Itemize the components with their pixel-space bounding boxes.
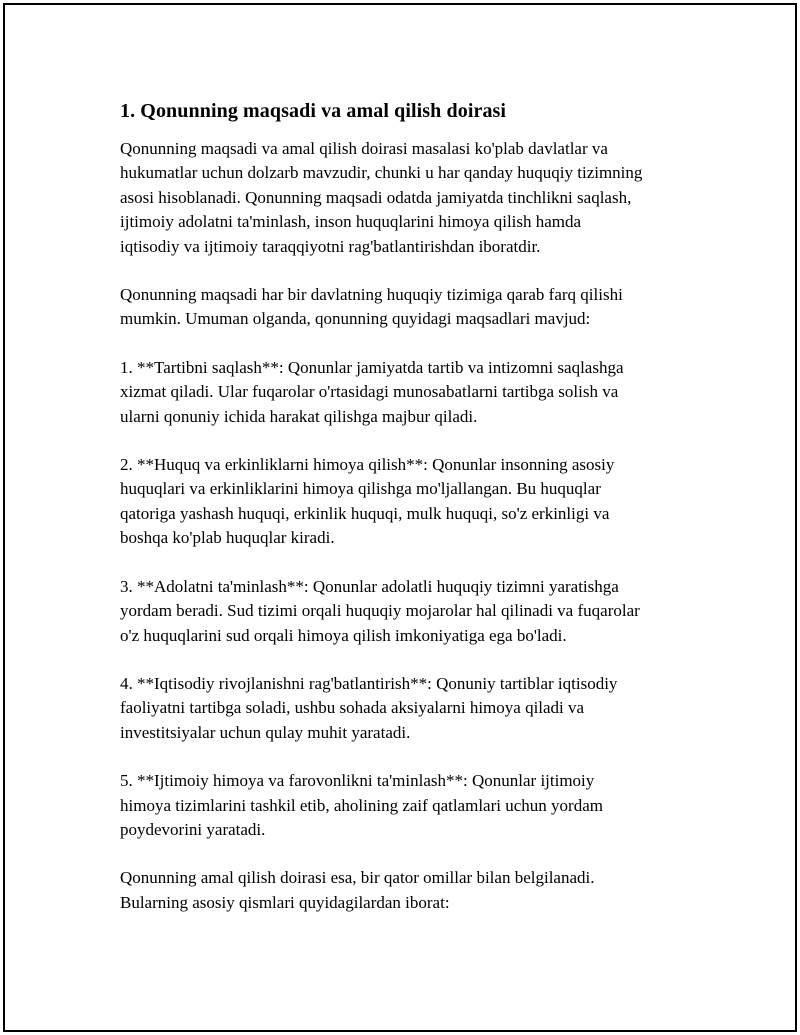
- paragraph-purposes-intro: Qonunning maqsadi har bir davlatning huquqiy tizimiga qarab farq qilishi mumkin. Umuman olganda, qonunning quyidagi maqsadlari mavjud:: [120, 285, 623, 329]
- list-item-social-protection: 5. **Ijtimoiy himoya va farovonlikni ta'minlash**: Qonunlar ijtimoiy himoya tizimlarini tashkil etib, aholining zaif qatlamlari uchun yordam poydevorini yaratadi.: [120, 771, 603, 839]
- list-item-rights: 2. **Huquq va erkinliklarni himoya qilish**: Qonunlar insonning asosiy huquqlari va erkinliklarini himoya qilishga mo'ljallangan. Bu huquqlar qatoriga yashash huquqi, erkinlik huquqi, mulk huquqi, so'z erkinligi va boshqa ko'plab huquqlar kiradi.: [120, 455, 615, 548]
- paragraph-scope-intro: Qonunning amal qilish doirasi esa, bir qator omillar bilan belgilanadi. Bularning asosiy qismlari quyidagilardan iborat:: [120, 868, 595, 912]
- paragraph-intro: Qonunning maqsadi va amal qilish doirasi masalasi ko'plab davlatlar va hukumatlar uchun dolzarb mavzudir, chunki u har qanday huquqiy tizimning asosi hisoblanadi. Qonunning maqsadi odatda jamiyatda tinchlikni saqlash, ijtimoiy adolatni ta'minlash, inson huquqlarini himoya qilish hamda iqtisodiy va ijtimoiy taraqqiyotni rag'batlantirishdan iboratdir.: [120, 139, 643, 256]
- section-heading: 1. Qonunning maqsadi va amal qilish doirasi: [120, 100, 507, 122]
- list-item-order: 1. **Tartibni saqlash**: Qonunlar jamiyatda tartib va intizomni saqlashga xizmat qiladi. Ular fuqarolar o'rtasidagi munosabatlarni tartibga solish va ularni qonuniy ichida harakat qilishga majbur qiladi.: [120, 357, 624, 426]
- list-item-economy: 4. **Iqtisodiy rivojlanishni rag'batlantirish**: Qonuniy tartiblar iqtisodiy faoliyatni tartibga soladi, ushbu sohada aksiyalarni himoya qiladi va investitsiyalar uchun qulay muhit yaratadi.: [120, 673, 618, 742]
- document-page: [3, 3, 797, 1032]
- document-body: [120, 98, 720, 915]
- list-item-justice: 3. **Adolatni ta'minlash**: Qonunlar adolatli huquqiy tizimni yaratishga yordam beradi. Sud tizimi orqali huquqiy mojarolar hal qilinadi va fuqarolar o'z huquqlarini sud orqali himoya qilish imkoniyatiga ega bo'ladi.: [120, 576, 640, 645]
